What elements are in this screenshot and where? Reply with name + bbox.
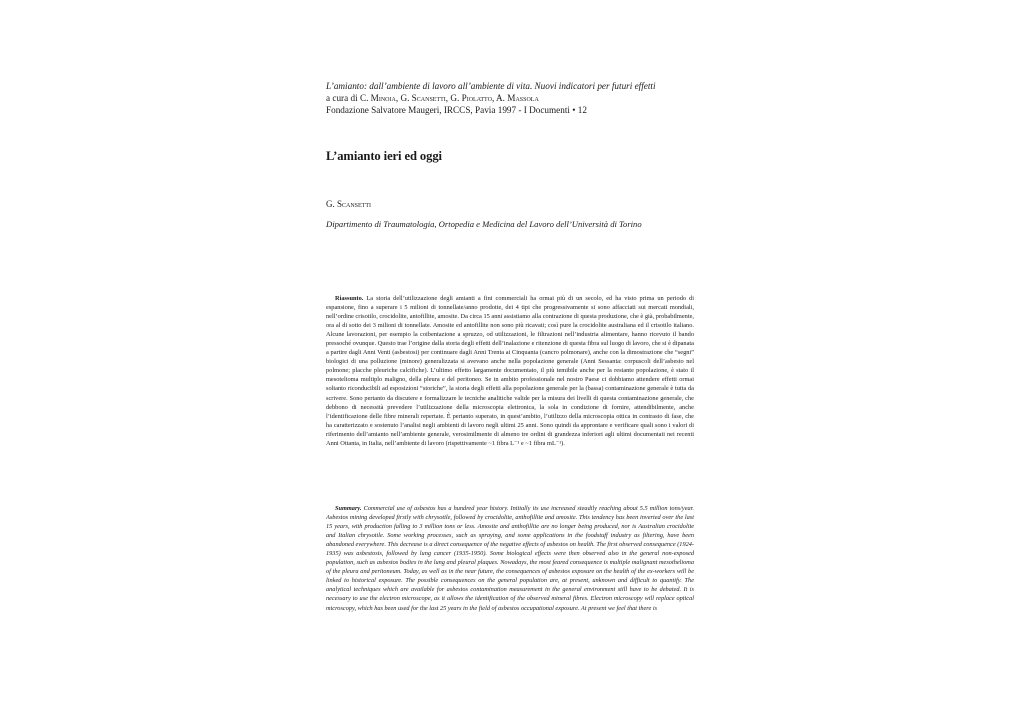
editor-4-surname: Massola (507, 93, 539, 103)
summary-paragraph (326, 504, 694, 613)
editor-2-initial: G. (400, 93, 412, 103)
author-affiliation: Dipartimento di Traumatologia, Ortopedia e Medicina del Lavoro dell’Università di Torino (326, 219, 642, 229)
author-surname: Scansetti (337, 199, 372, 209)
editor-4-initial: A. (496, 93, 508, 103)
summary-text: Commercial use of asbestos has a hundred year history. Initially its use increased steadily reaching about 5.5 million tons/year. Asbestos mining developed firstly with chrysotile, followed by crocidolite, anthofillite and amosite. This tendency has been inverted over the last 15 years, with production falling to 3 million tons or less. Amosite and anthofillite are no longer being produced, nor is Australian crocidolite and Italian chrysotile. Some working processes, such as spraying, and some applications in the foodstuff industry as filtering, have been abandoned everywhere. This decrease is a direct consequence of the negative effects of asbestos on health. The first observed consequence (1924-1935) was asbestosis, followed by lung cancer (1935-1950). Some biological effects were then observed also in the general non-exposed population, such as asbestos bodies in the lung and pleural plaques. Nowadays, the most feared consequence is multiple malignant mesothelioma of the pleura and peritoneum. Today, as well as in the near future, the consequences of asbestos exposure on the health of the ex-workers will be linked to historical exposure. The possible consequences on the general population are, at present, unknown and difficult to quantify. The analytical techniques which are available for asbestos contamination measurement in the general environment still have to be debated. It is necessary to use the electron microscope, as it allows the identification of the observed mineral fibres. Electron microscopy will replace optical microscopy, which has been used for the last 25 years in the field of asbestos occupational exposure. At present we feel that there is (326, 505, 694, 612)
book-title-line: L’amianto: dall’ambiente di lavoro all’ambiente di vita. Nuovi indicatori per futuri effetti (326, 81, 656, 91)
editor-2-surname: Scansetti (411, 93, 446, 103)
abstract-paragraph (326, 294, 694, 448)
author-initial: G. (326, 199, 337, 209)
editor-3-initial: G. (450, 93, 462, 103)
editor-3-surname: Piolatto (461, 93, 492, 103)
paper-page (326, 0, 694, 707)
summary-label: Summary. (335, 505, 362, 512)
editor-1-surname: Minoia (370, 93, 396, 103)
editors-line: a cura di C. Minoia, G. Scansetti, G. Piolatto, A. Massola (326, 93, 539, 103)
abstract-text: La storia dell’utilizzazione degli amianti a fini commerciali ha ormai più di un secolo, ed ha visto prima un periodo di espansione, fino a superare i 5 milioni di tonnellate/anno prodotte, dei 4 tipi che progressivamente si sono affacciati sui mercati mondiali, nell’ordine crisotilo, crocidolite, antofillite, amosite. Da circa 15 anni assistiamo alla contrazione di questa produzione, che è già, probabilmente, ora al di sotto dei 3 milioni di tonnellate. Amosite ed antofillite non sono più ricavati; così pure la crocidolite australiana ed il crisotilo italiano. Alcune lavorazioni, per esempio la coibentazione a spruzzo, od utilizzazioni, le filtrazioni nell’industria alimentare, hanno ricevuto il bando pressoché ovunque. Questo trae l’origine dalla storia degli effetti dell’inalazione e ritenzione di questa fibra sul luogo di lavoro, che si è dipanata a partire dagli Anni Venti (asbestosi) per continuare dagli Anni Trenta ai Cinquanta (cancro polmonare), anche con la dimostrazione che “segni” biologici di una polluzione (minore) generalizzata si avevano anche nella popolazione generale (Anni Sessanta: corpuscoli dell’asbesto nel polmone; placche pleuriche calcifiche). L’ultimo effetto largamente documentato, il più temibile anche per la restante popolazione, è stato il mesotelioma multiplo maligno, della pleura e del peritoneo. Se in ambito professionale nel nostro Paese ci dobbiamo attendere effetti ormai soltanto riconducibili ad esposizioni “storiche”, la storia degli effetti alla popolazione generale per la (bassa) contaminazione generale è tutta da scrivere. Sono pertanto da discutere e formalizzare le tecniche analitiche valide per la misura dei livelli di questa contaminazione generale, che debbono di necessità prevedere l’utilizzazione della microscopia elettronica, la sola in condizione di fornire, attendibilmente, anche l’identificazione delle fibre minerali repertate. È pertanto superato, in quest’ambito, l’utilizzo della microscopia ottica in contrasto di fase, che ha caratterizzato e sostenuto l’analisi negli ambienti di lavoro negli ultimi 25 anni. Sono quindi da approntare e verificare quali sono i valori di riferimento dell’amianto nell’ambiente generale, verosimilmente di almeno tre ordini di grandezza inferiori agli ultimi documentati nei recenti Anni Ottanta, in Italia, nell’ambiente di lavoro (rispettivamente ~1 fibra L⁻¹ e ~1 fibra mL⁻¹). (326, 295, 694, 447)
editor-1-initial: C. (359, 93, 371, 103)
author-name (326, 199, 371, 209)
publisher-line: Fondazione Salvatore Maugeri, IRCCS, Pavia 1997 - I Documenti • 12 (326, 105, 587, 115)
abstract-label: Riassunto. (335, 295, 364, 302)
editors-prefix: a cura di (326, 93, 360, 103)
article-title: L’amianto ieri ed oggi (326, 149, 442, 163)
